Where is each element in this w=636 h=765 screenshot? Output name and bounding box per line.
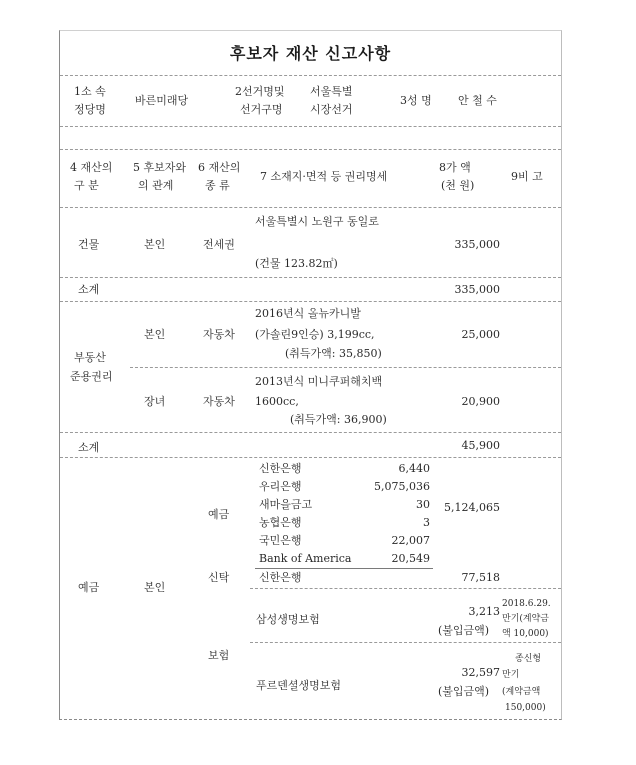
building-detail: 서울특별시 노원구 동일로 <box>255 215 379 228</box>
trust-amount: 77,518 <box>461 571 500 584</box>
deposit-kind: 예금 <box>208 508 230 521</box>
ins2-note-2: 만기 <box>502 670 520 680</box>
col-relation-header-2: 의 관계 <box>138 179 174 192</box>
building-relation: 본인 <box>144 238 166 251</box>
divider <box>60 207 561 208</box>
election-value: 서울특별 <box>310 85 353 98</box>
ins1-paid-label: (불입금액) <box>438 624 490 637</box>
divider <box>130 367 561 368</box>
underline <box>255 568 433 569</box>
divider <box>60 432 561 433</box>
divider <box>60 457 561 458</box>
car2-detail: 2013년식 미니쿠퍼해치백 <box>255 375 383 388</box>
bank-name: 농협은행 <box>259 516 302 529</box>
ins2-note-3: (계약금액 <box>502 687 541 697</box>
col-category-header-2: 구 분 <box>74 179 99 192</box>
name-label: 3성 명 <box>400 94 432 107</box>
election-value-2: 시장선거 <box>310 103 353 116</box>
building-category: 건물 <box>78 238 100 251</box>
vehicles-category-2: 준용권리 <box>70 370 113 383</box>
divider <box>60 75 561 76</box>
deposits-relation: 본인 <box>144 581 166 594</box>
col-category-header: 4 재산의 <box>70 161 113 174</box>
building-subtotal: 335,000 <box>454 283 500 296</box>
bank-name: 신한은행 <box>259 462 302 475</box>
car1-price: (취득가액: 35,850) <box>285 347 382 360</box>
bank-name: 우리은행 <box>259 480 302 493</box>
col-amount-header: 8가 액 <box>439 161 471 174</box>
trust-name: 신한은행 <box>259 571 302 584</box>
bank-amount: 3 <box>423 516 430 529</box>
ins1-note: 2018.6.29. <box>502 599 551 609</box>
building-subtotal-label: 소계 <box>78 283 100 296</box>
divider <box>60 277 561 278</box>
bank-amount: 6,440 <box>398 462 430 475</box>
trust-kind: 신탁 <box>208 571 230 584</box>
car2-price: (취득가액: 36,900) <box>290 413 387 426</box>
car1-amount: 25,000 <box>461 328 500 341</box>
car2-amount: 20,900 <box>461 395 500 408</box>
divider <box>60 301 561 302</box>
ins2-name: 푸르덴셜생명보험 <box>256 679 342 692</box>
party-value: 바른미래당 <box>135 94 189 107</box>
bank-amount: 5,075,036 <box>374 480 430 493</box>
divider <box>250 642 561 643</box>
vehicles-subtotal: 45,900 <box>461 439 500 452</box>
car2-detail-2: 1600cc, <box>255 395 299 408</box>
car1-kind: 자동차 <box>203 328 235 341</box>
ins2-amount: 32,597 <box>461 666 500 679</box>
divider <box>60 149 561 150</box>
car1-relation: 본인 <box>144 328 166 341</box>
insurance-kind: 보험 <box>208 649 230 662</box>
ins1-note-2: 만기(계약금 <box>502 614 549 624</box>
col-amount-header-2: (천 원) <box>441 179 475 192</box>
party-label: 1소 속 <box>74 85 106 98</box>
building-amount: 335,000 <box>454 238 500 251</box>
deposit-total: 5,124,065 <box>444 501 500 514</box>
building-kind: 전세권 <box>203 238 235 251</box>
divider <box>250 588 561 589</box>
name-value: 안 철 수 <box>458 94 497 107</box>
col-kind-header-2: 종 류 <box>205 179 230 192</box>
party-label-2: 정당명 <box>74 103 106 116</box>
building-area: (건물 123.82㎡) <box>255 257 338 270</box>
bank-amount: 22,007 <box>391 534 430 547</box>
deposits-category: 예금 <box>78 581 100 594</box>
page-title: 후보자 재산 신고사항 <box>229 44 392 63</box>
col-detail-header: 7 소재지·면적 등 권리명세 <box>260 170 388 183</box>
bank-name: Bank of America <box>259 552 352 565</box>
ins2-paid-label: (불입금액) <box>438 685 490 698</box>
ins2-note: 종신형 <box>515 654 542 664</box>
election-label: 2선거명및 <box>235 85 285 98</box>
election-label-2: 선거구명 <box>240 103 283 116</box>
ins1-amount: 3,213 <box>468 605 500 618</box>
divider <box>60 126 561 127</box>
col-relation-header: 5 후보자와 <box>133 161 186 174</box>
vehicles-category: 부동산 <box>74 351 106 364</box>
vehicles-subtotal-label: 소계 <box>78 441 100 454</box>
asset-declaration-page <box>59 30 562 720</box>
ins1-name: 삼성생명보험 <box>256 613 320 626</box>
bank-amount: 20,549 <box>391 552 430 565</box>
col-note-header: 9비 고 <box>511 170 543 183</box>
ins2-note-4: 150,000) <box>505 703 546 713</box>
car1-detail-2: (가솔린9인승) 3,199cc, <box>255 328 375 341</box>
bank-amount: 30 <box>416 498 430 511</box>
col-kind-header: 6 재산의 <box>198 161 241 174</box>
car2-relation: 장녀 <box>144 395 166 408</box>
car1-detail: 2016년식 올뉴카니발 <box>255 307 361 320</box>
bank-name: 국민은행 <box>259 534 302 547</box>
bank-name: 새마을금고 <box>259 498 313 511</box>
car2-kind: 자동차 <box>203 395 235 408</box>
ins1-note-3: 액 10,000) <box>502 629 549 639</box>
